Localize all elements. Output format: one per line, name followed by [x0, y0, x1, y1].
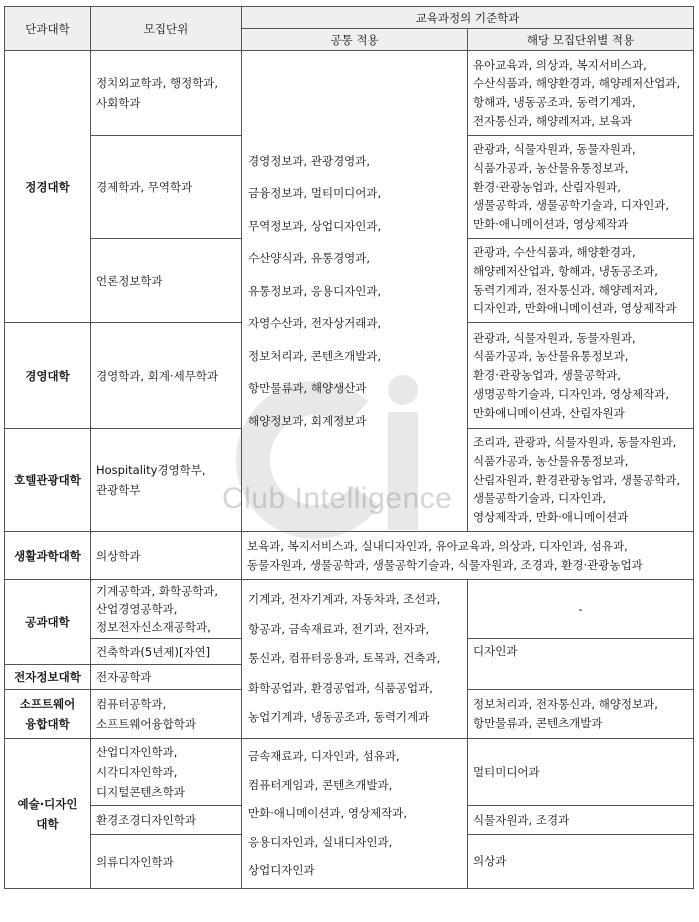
unit-cell: 환경조경디자인학과 [91, 806, 242, 835]
specific-cell: 관광과, 식물자원과, 동물자원과, 식품가공과, 농산물유통정보과, 환경·관광농업과, 생물공학과, 생명공학기술과, 디자인과, 영상제작과, 만화애니메이션과, 산림자원과 [468, 323, 694, 429]
unit-cell: 전자공학과 [91, 665, 242, 690]
watermark-text: Club Intelligence [222, 482, 453, 515]
common-arts-cell: 금속재료과, 디자인과, 섬유과, 컴퓨터게임과, 콘텐츠개발과, 만화·애니메이션과, 영상제작과, 응용디자인과, 실내디자인과, 상업디자인과 [242, 739, 468, 889]
unit-cell: Hospitality경영학부, 관광학부 [91, 429, 242, 532]
college-jeonggyeong: 정경대학 [5, 51, 91, 323]
table-row [5, 51, 694, 136]
unit-cell: 정치외교학과, 행정학과, 사회학과 [91, 51, 242, 136]
table-row [5, 580, 694, 639]
table-row [5, 532, 694, 580]
specific-cell: 관광과, 수산식품과, 해양환경과, 해양레저산업과, 항해과, 냉동공조과, 동력기계과, 전자통신과, 해양레저과, 디자인과, 만화애니메이션과, 영상제작과 [468, 239, 694, 323]
header-college: 단과대학 [5, 7, 91, 51]
admission-basis-table [4, 6, 694, 889]
unit-cell: 산업디자인학과, 시각디자인학과, 디지털콘텐츠학과 [91, 739, 242, 806]
header-basis: 교육과정의 기준학과 [242, 7, 694, 29]
common-business-cell: 경영정보과, 관광경영과, 금융정보과, 멀티미디어과, 무역정보과, 상업디자인과, 수산양식과, 유통경영과, 유통정보과, 응용디자인과, 자영수산과, 전자상거래과, 정보처리과, 콘텐츠개발과, 항만물류과, 해양생산과 해양정보과, 회계정보과 [242, 51, 468, 532]
specific-cell: 조리과, 관광과, 식물자원과, 동물자원과, 식품가공과, 농산물유통정보과, 산림자원과, 환경관광농업과, 생물공학과, 생물공학기술과, 디자인과, 영상제작과, 만화·애니메이션과 [468, 429, 694, 532]
specific-cell: 멀티미디어과 [468, 739, 694, 806]
unit-cell: 경영학과, 회계·세무학과 [91, 323, 242, 429]
specific-cell: 디자인과 [468, 639, 694, 690]
specific-cell: - [468, 580, 694, 639]
header-common: 공통 적용 [242, 29, 468, 51]
college-electronics: 전자정보대학 [5, 665, 91, 690]
specific-cell: 정보처리과, 전자통신과, 해양정보과, 항만물류과, 콘텐츠개발과 [468, 690, 694, 739]
unit-cell: 의류디자인학과 [91, 835, 242, 889]
unit-cell: 언론정보학과 [91, 239, 242, 323]
specific-cell: 유아교육과, 의상과, 복지서비스과, 수산식품과, 해양환경과, 해양레저산업과, 항해과, 냉동공조과, 동력기계과, 전자통신과, 해양레저과, 보육과 [468, 51, 694, 136]
unit-cell: 의상학과 [91, 532, 242, 580]
specific-cell: 관광과, 식물자원과, 동물자원과, 식품가공과, 농산물유통정보과, 환경·관광농업과, 산림자원과, 생물공학과, 생물공학기술과, 디자인과, 만화·애니메이션과, 영상제작과 [468, 136, 694, 239]
college-engineering: 공과대학 [5, 580, 91, 665]
college-software: 소프트웨어 융합대학 [5, 690, 91, 739]
unit-cell: 기계공학과, 화학공학과, 산업경영공학과, 정보전자신소재공학과, [91, 580, 242, 639]
college-gyeongyeong: 경영대학 [5, 323, 91, 429]
unit-cell: 컴퓨터공학과, 소프트웨어융합학과 [91, 690, 242, 739]
common-engineering-cell: 기계과, 전자기계과, 자동차과, 조선과, 항공과, 금속재료과, 전기과, 전자과, 통신과, 컴퓨터응용과, 토목과, 건축과, 화학공업과, 환경공업과, 식품공업과, 농업기계과, 냉동공조과, 동력기계과 [242, 580, 468, 739]
header-unit: 모집단위 [91, 7, 242, 51]
specific-cell: 식물자원과, 조경과 [468, 806, 694, 835]
unit-cell: 건축학과(5년제)[자연] [91, 639, 242, 665]
college-hotel: 호텔관광대학 [5, 429, 91, 532]
specific-cell: 의상과 [468, 835, 694, 889]
college-living: 생활과학대학 [5, 532, 91, 580]
college-arts: 예술·디자인 대학 [5, 739, 91, 889]
merged-basis-cell: 보육과, 복지서비스과, 실내디자인과, 유아교육과, 의상과, 디자인과, 섬유과, 동물자원과, 생물공학과, 생물공학기술과, 식물자원과, 조경과, 환경·관광농업과 [242, 532, 694, 580]
unit-cell: 경제학과, 무역학과 [91, 136, 242, 239]
table-row [5, 739, 694, 806]
header-specific: 해당 모집단위별 적용 [468, 29, 694, 51]
